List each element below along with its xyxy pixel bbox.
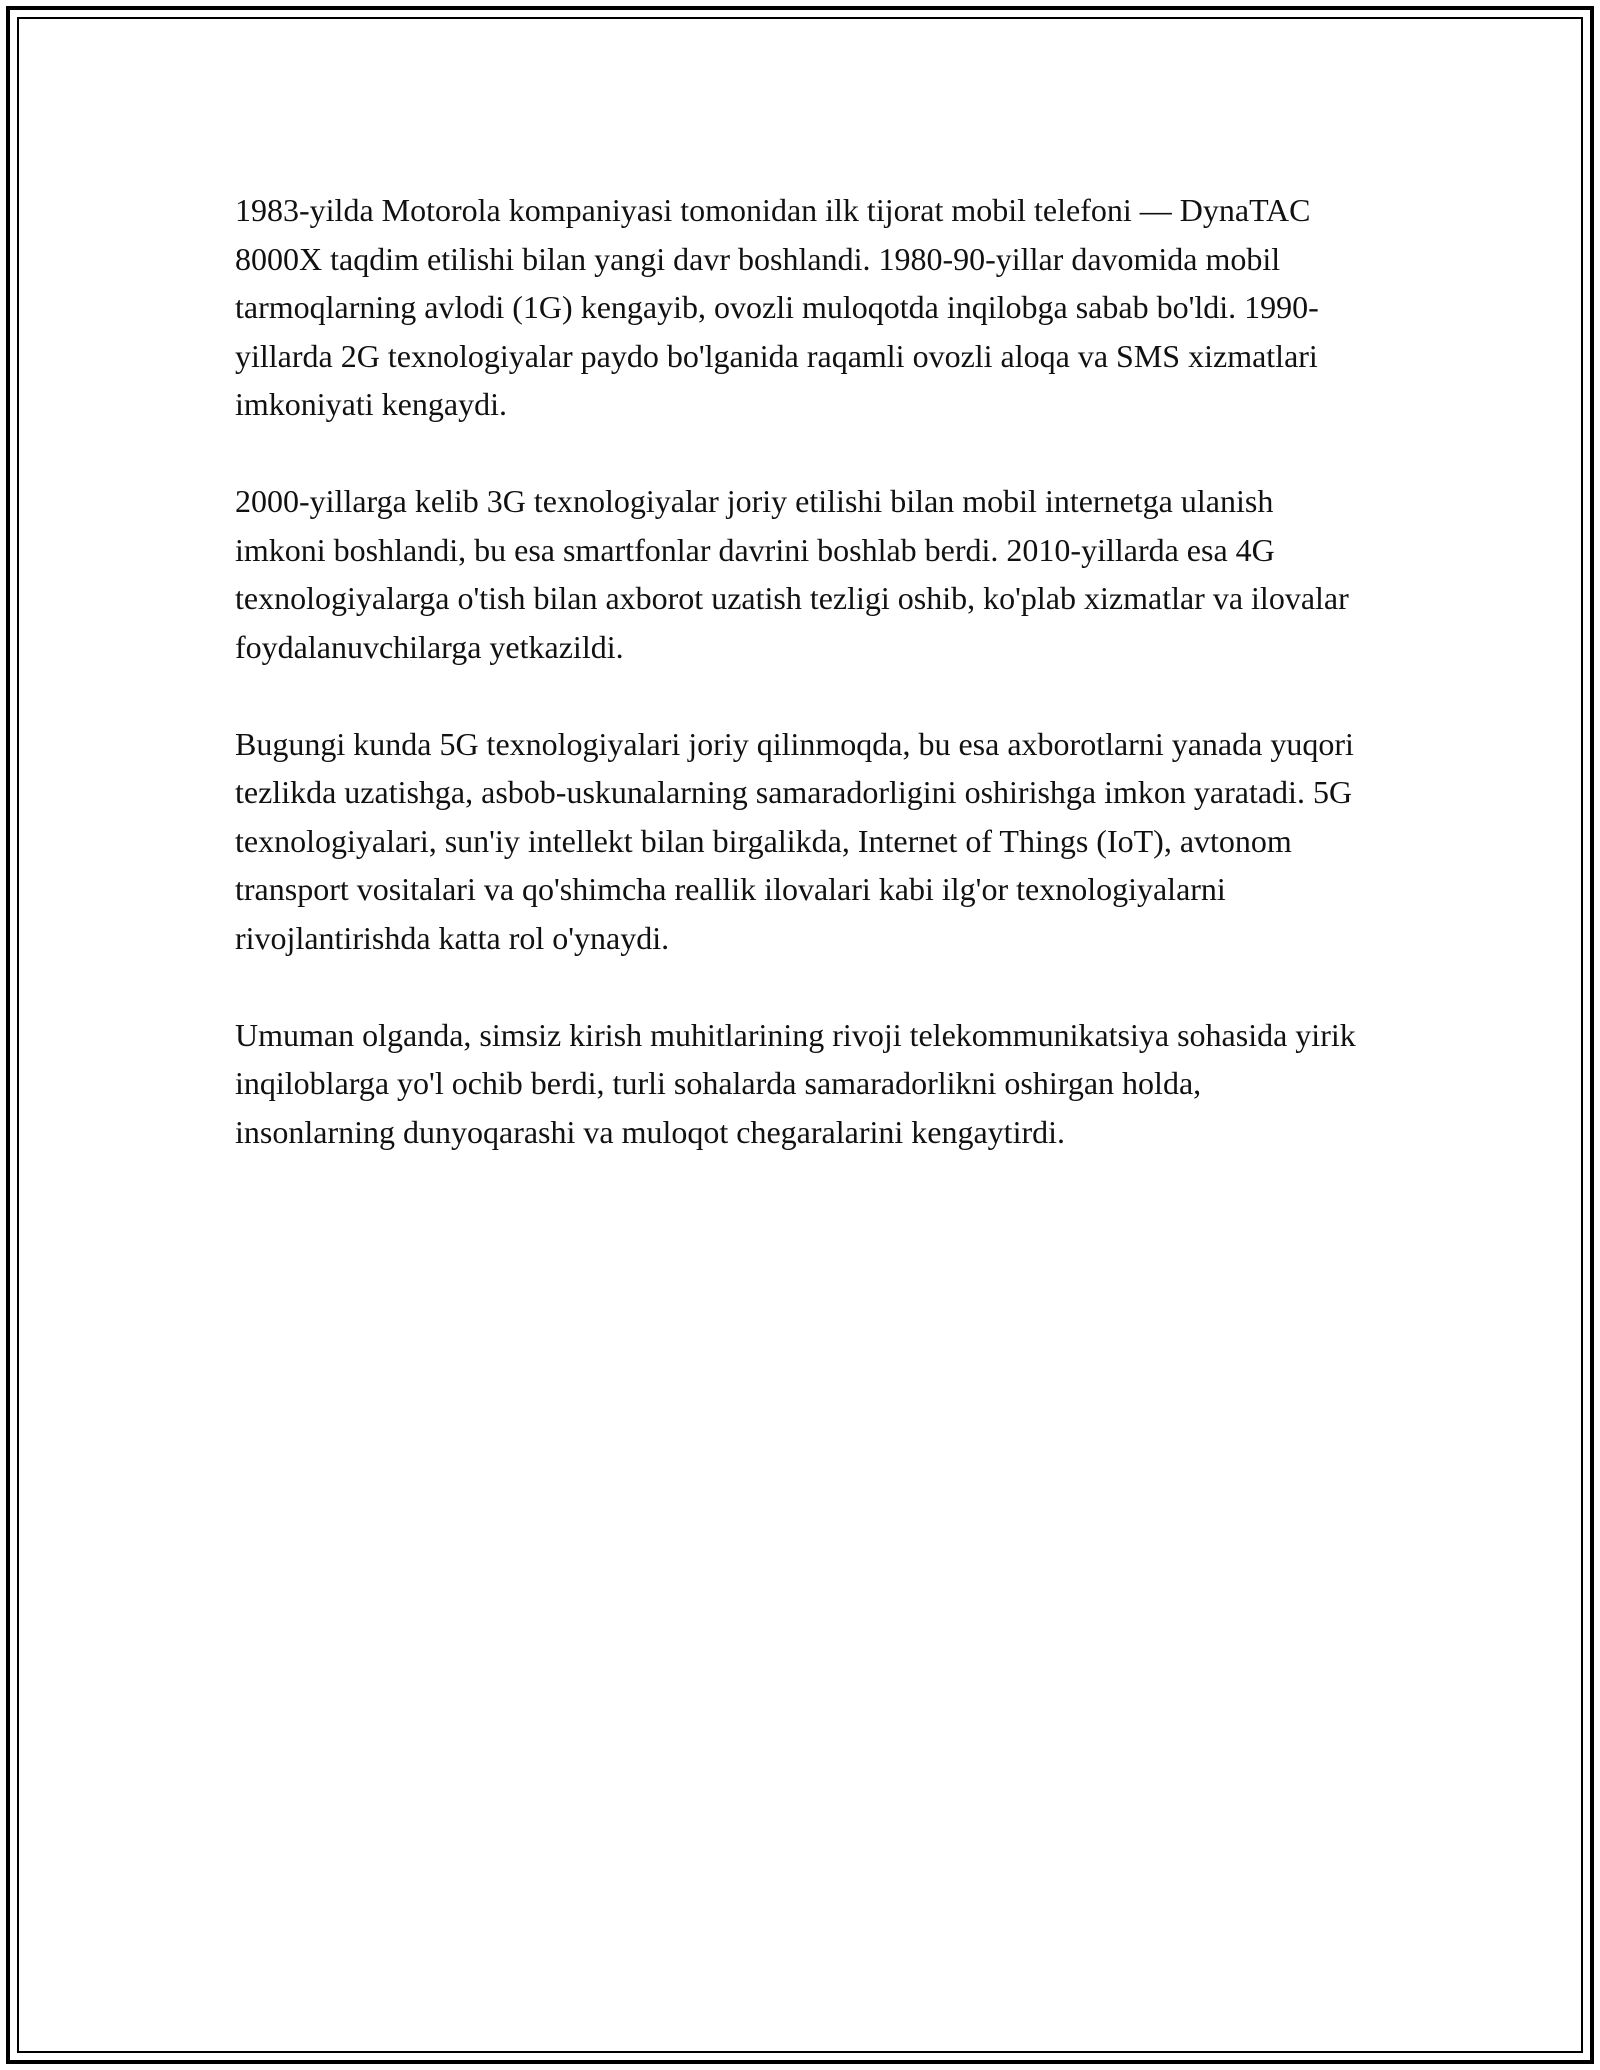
- paragraph-5g: Bugungi kunda 5G texnologiyalari joriy qilinmoqda, bu esa axborotlarni yanada yuqori tezlikda uzatishga, asbob-uskunalarning samaradorligini oshirishga imkon yaratadi. 5G texnologiyalari, sun'iy intellekt bilan birgalikda, Internet of Things (IoT), avtonom transport vositalari va qo'shimcha reallik ilovalari kabi ilg'or texnologiyalarni rivojlantirishda katta rol o'ynaydi.: [235, 725, 1354, 956]
- paragraph-conclusion: Umuman olganda, simsiz kirish muhitlarining rivoji telekommunikatsiya sohasida yirik inqiloblarga yo'l ochib berdi, turli sohalarda samaradorlikni oshirgan holda, insonlarning dunyoqarashi va muloqot chegaralarini kengaytirdi.: [235, 1016, 1356, 1150]
- document-body: [235, 186, 1365, 1156]
- paragraph-3g-4g: 2000-yillarga kelib 3G texnologiyalar joriy etilishi bilan mobil internetga ulanish imkoni boshlandi, bu esa smartfonlar davrini boshlab berdi. 2010-yillarda esa 4G texnologiyalarga o'tish bilan axborot uzatish tezligi oshib, ko'plab xizmatlar va ilovalar foydalanuvchilarga yetkazildi.: [235, 483, 1349, 665]
- paragraph-mobile-history-1g-2g: 1983-yilda Motorola kompaniyasi tomonidan ilk tijorat mobil telefoni — DynaTAC 8000X taqdim etilishi bilan yangi davr boshlandi. 1980-90-yillar davomida mobil tarmoqlarning avlodi (1G) kengayib, ovozli muloqotda inqilobga sabab bo'ldi. 1990-yillarda 2G texnologiyalar paydo bo'lganida raqamli ovozli aloqa va SMS xizmatlari imkoniyati kengaydi.: [235, 192, 1319, 422]
